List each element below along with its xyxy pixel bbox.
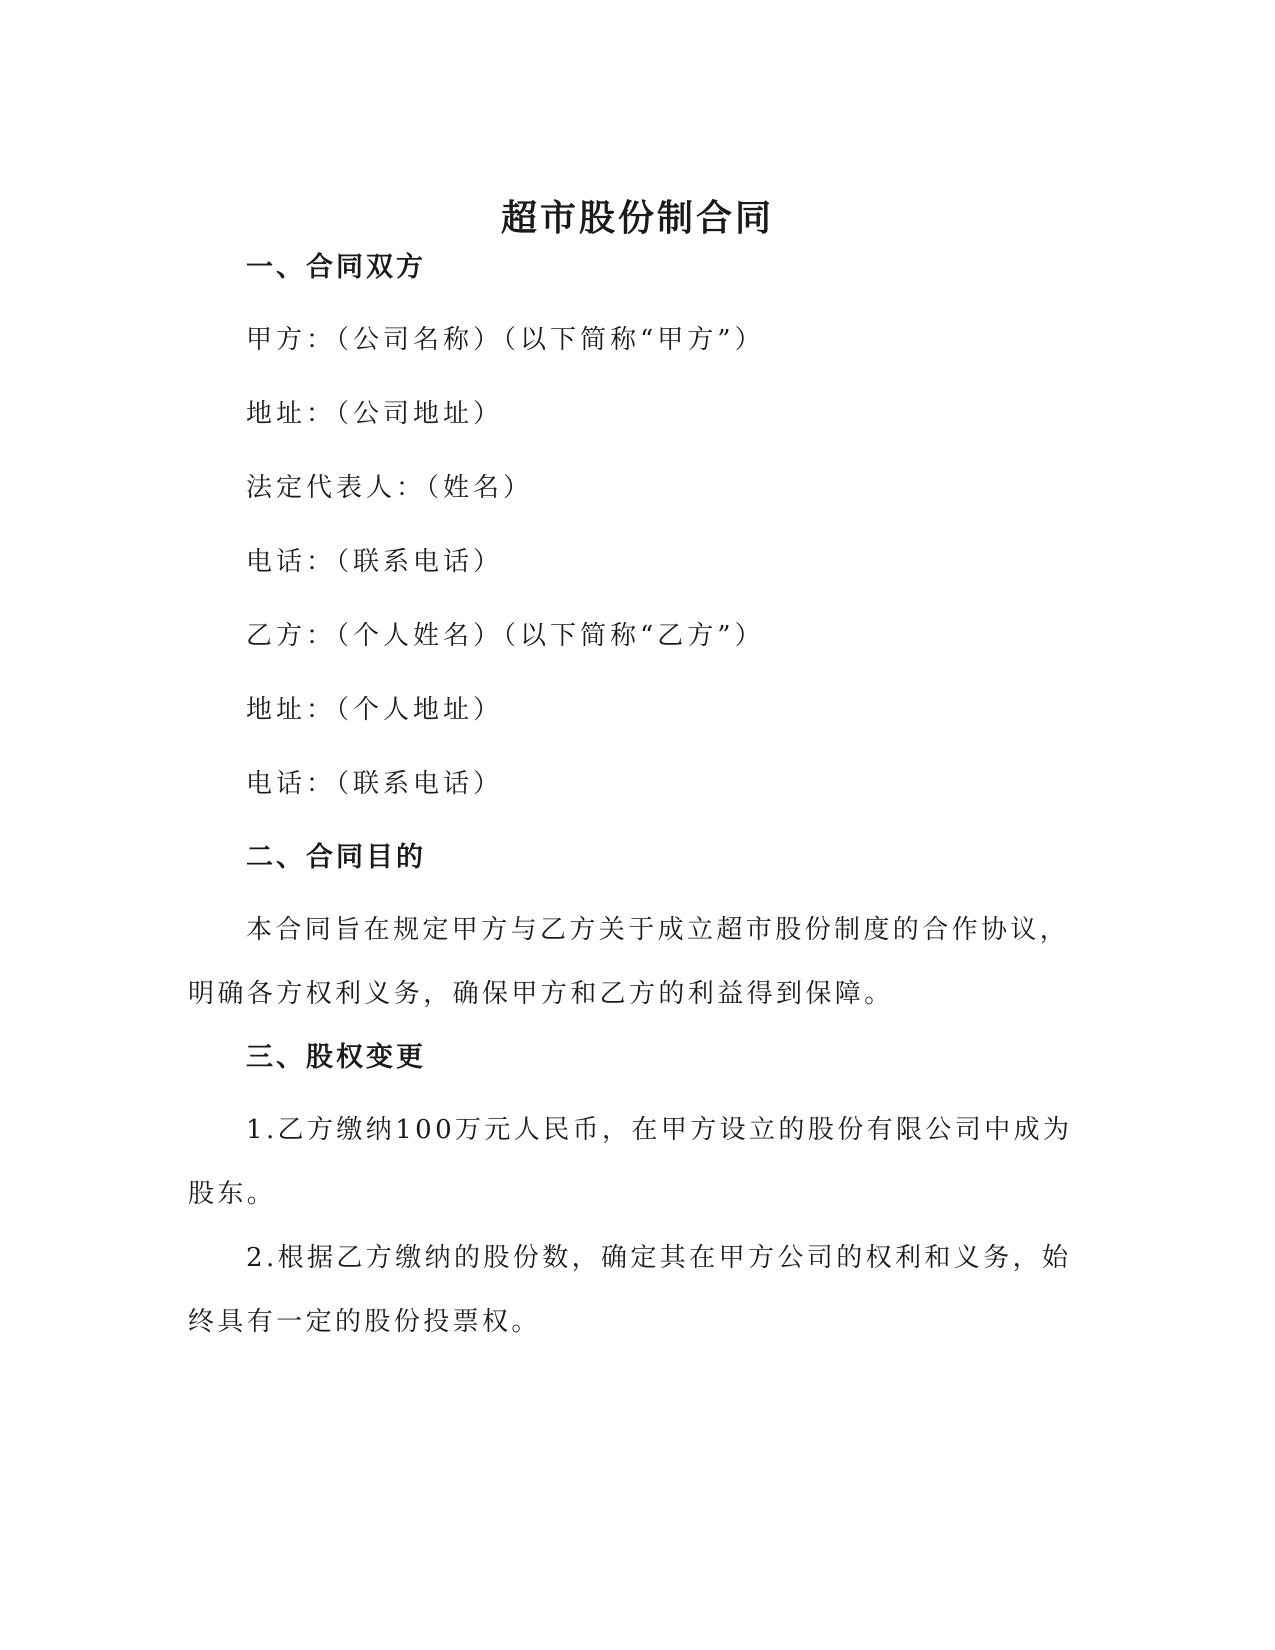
- party-b-line: 乙方：（个人姓名）（以下简称“乙方”）: [246, 621, 765, 651]
- equity-item-1: 1.乙方缴纳100万元人民币，在甲方设立的股份有限公司中成为股东。: [188, 1115, 1073, 1209]
- party-a-line: 甲方：（公司名称）（以下简称“甲方”）: [246, 325, 765, 355]
- party-a-phone-line: 电话：（联系电话）: [246, 547, 504, 577]
- purpose-paragraph: 本合同旨在规定甲方与乙方关于成立超市股份制度的合作协议，明确各方权利义务，确保甲方和乙方的利益得到保障。: [188, 915, 1070, 1009]
- document-title: 超市股份制合同: [500, 197, 774, 239]
- party-b-address-line: 地址：（个人地址）: [246, 695, 504, 725]
- party-a-address-line: 地址：（公司地址）: [246, 399, 504, 429]
- party-a-representative-line: 法定代表人：（姓名）: [246, 473, 534, 503]
- section-heading-parties: 一、合同双方: [246, 252, 426, 283]
- party-b-phone-line: 电话：（联系电话）: [246, 769, 504, 799]
- section-heading-purpose: 二、合同目的: [246, 842, 426, 873]
- section-heading-equity-change: 三、股权变更: [246, 1042, 426, 1073]
- equity-item-2: 2.根据乙方缴纳的股份数，确定其在甲方公司的权利和义务，始终具有一定的股份投票权。: [188, 1243, 1072, 1337]
